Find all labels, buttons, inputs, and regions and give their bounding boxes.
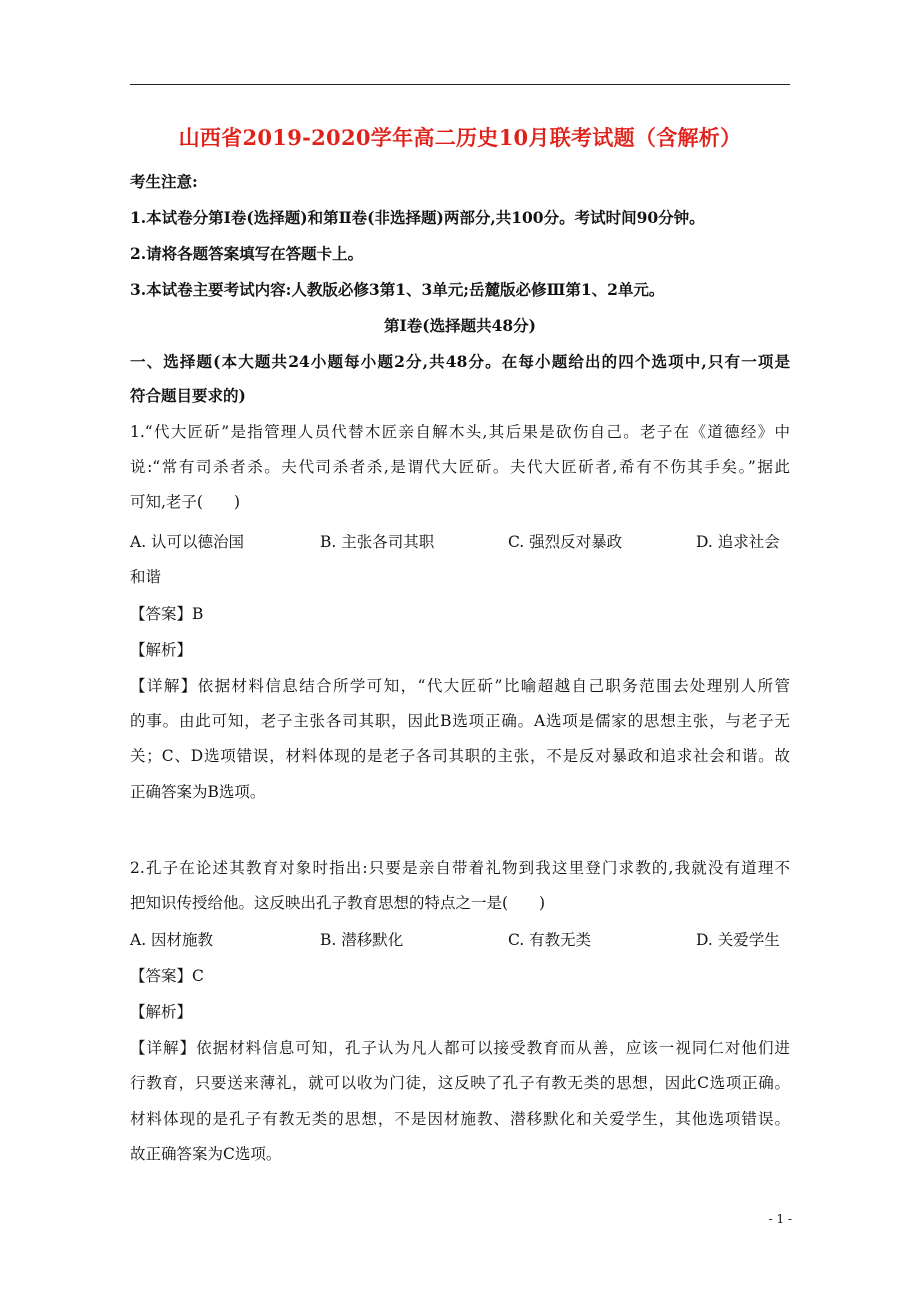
question-1-analysis: 【详解】依据材料信息结合所学可知，“代大匠斫”比喻超越自己职务范围去处理别人所管	[130, 677, 790, 695]
question-1-option-d-wrap: 和谐	[130, 568, 162, 586]
instruction-line: 一、选择题(本大题共24小题每小题2分,共48分。在每小题给出的四个选项中,只有一项是	[130, 352, 790, 371]
question-1-analysis: 正确答案为B选项。	[130, 783, 266, 801]
question-1-stem: 1.“代大匠斫”是指管理人员代替木匠亲自解木头,其后果是砍伤自己。老子在《道德经》中	[130, 423, 790, 441]
question-2-analysis: 材料体现的是孔子有教无类的思想，不是因材施教、潜移默化和关爱学生，其他选项错误。	[130, 1110, 790, 1128]
section-title: 第Ⅰ卷(选择题共48分)	[384, 316, 536, 335]
question-2-analysis-label: 【解析】	[130, 1003, 193, 1021]
question-2-analysis: 【详解】依据材料信息可知，孔子认为凡人都可以接受教育而从善，应该一视同仁对他们进	[130, 1039, 790, 1057]
question-1-stem: 可知,老子( )	[130, 493, 241, 511]
question-2-option-d: D. 关爱学生	[696, 931, 780, 949]
question-1-option-b: B. 主张各司其职	[320, 533, 435, 551]
notice-item: 3.本试卷主要考试内容:人教版必修3第1、3单元;岳麓版必修Ⅲ第1、2单元。	[130, 280, 665, 299]
notice-item: 1.本试卷分第Ⅰ卷(选择题)和第Ⅱ卷(非选择题)两部分,共100分。考试时间90分钟。	[130, 208, 705, 227]
question-2-option-b: B. 潜移默化	[320, 931, 404, 949]
question-2-stem: 把知识传授给他。这反映出孔子教育思想的特点之一是( )	[130, 894, 546, 912]
question-2-analysis: 故正确答案为C选项。	[130, 1145, 282, 1163]
question-2-option-a: A. 因材施教	[130, 931, 214, 949]
question-2-stem: 2.孔子在论述其教育对象时指出:只要是亲自带着礼物到我这里登门求教的,我就没有道理不	[130, 859, 790, 877]
question-1-stem: 说:“常有司杀者杀。夫代司杀者杀,是谓代大匠斫。夫代大匠斫者,希有不伤其手矣。”据此	[130, 458, 790, 476]
instruction-line: 符合题目要求的)	[130, 386, 246, 405]
question-2-analysis: 行教育，只要送来薄礼，就可以收为门徒，这反映了孔子有教无类的思想，因此C选项正确。	[130, 1074, 790, 1092]
question-1-analysis: 关；C、D选项错误，材料体现的是老子各司其职的主张，不是反对暴政和追求社会和谐。故	[130, 747, 790, 765]
notice-heading: 考生注意:	[130, 172, 198, 191]
question-2-answer: 【答案】C	[130, 967, 204, 985]
question-1-option-d: D. 追求社会	[696, 533, 780, 551]
notice-item: 2.请将各题答案填写在答题卡上。	[130, 244, 364, 263]
document-title: 山西省2019-2020学年高二历史10月联考试题（含解析）	[178, 125, 742, 150]
question-2-option-c: C. 有教无类	[508, 931, 592, 949]
question-1-option-c: C. 强烈反对暴政	[508, 533, 623, 551]
question-1-analysis-label: 【解析】	[130, 641, 193, 659]
question-1-answer: 【答案】B	[130, 605, 204, 623]
header-rule	[130, 84, 790, 85]
page-number: - 1 -	[768, 1212, 792, 1226]
question-1-analysis: 的事。由此可知，老子主张各司其职，因此B选项正确。A选项是儒家的思想主张，与老子无	[130, 712, 790, 730]
question-1-option-a: A. 认可以德治国	[130, 533, 245, 551]
